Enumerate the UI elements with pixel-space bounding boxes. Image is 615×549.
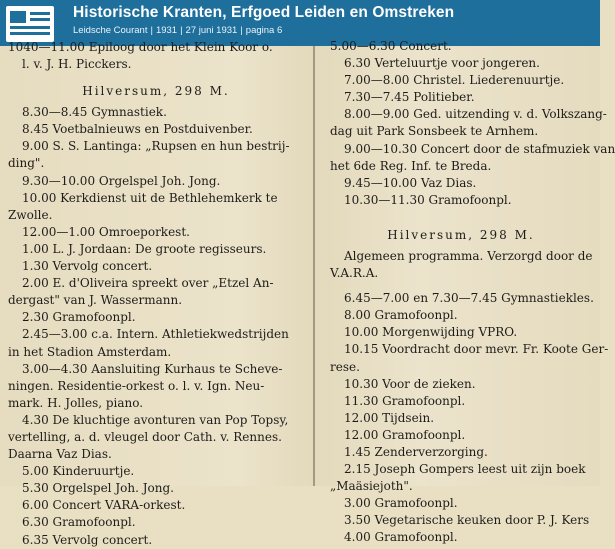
program-line: 10.15 Voordracht door mevr. Fr. Koote Ger- — [344, 342, 609, 357]
program-line: in het Stadion Amsterdam. — [8, 344, 172, 359]
program-line: 10.00 Morgenwijding VPRO. — [344, 325, 518, 340]
program-line: 4.30 De kluchtige avonturen van Pop Topsy, — [22, 412, 289, 427]
separator: | — [180, 25, 183, 36]
program-line: 6.00 Concert VARA-orkest. — [22, 498, 186, 513]
program-line: 1.00 L. J. Jordaan: De groote regisseurs. — [22, 241, 267, 256]
program-line: 7.30—7.45 Politieber. — [344, 90, 475, 105]
program-line: dag uit Park Sonsbeek te Arnhem. — [330, 124, 539, 139]
right-column — [330, 38, 615, 547]
program-line: 3.00—4.30 Aansluiting Kurhaus te Scheve- — [22, 361, 283, 376]
separator: | — [150, 25, 153, 36]
column-divider — [313, 46, 315, 486]
program-line: „Maäsiejoth". — [330, 479, 413, 494]
program-line: dergast" van J. Wassermann. — [8, 293, 183, 308]
program-line: 5.30 Orgelspel Joh. Jong. — [22, 481, 174, 496]
program-line: 1.45 Zenderverzorging. — [344, 444, 488, 459]
program-line: Algemeen programma. Verzorgd door de — [344, 248, 593, 263]
program-line: het 6de Reg. Inf. te Breda. — [330, 158, 492, 173]
newspaper-page-scan[interactable] — [0, 39, 615, 547]
issue-info — [73, 25, 282, 36]
program-line: 10.30—11.30 Gramofoonpl. — [344, 192, 512, 207]
program-line: 2.45—3.00 c.a. Intern. Athletiekwedstrijden — [22, 327, 289, 342]
program-line: 1040—11.00 Epiloog door het Klein Koor o. — [8, 40, 273, 54]
program-line: 12.00 Tijdsein. — [344, 410, 435, 425]
program-line: 1.30 Vervolg concert. — [22, 259, 153, 274]
program-line: 3.00 Gramofoonpl. — [344, 496, 458, 511]
program-line: ding". — [8, 156, 45, 171]
program-line: 8.30—8.45 Gymnastiek. — [22, 105, 167, 120]
program-line: 9.30—10.00 Orgelspel Joh. Jong. — [22, 173, 221, 188]
issue-year[interactable]: 1931 — [155, 25, 178, 36]
issue-date[interactable]: 27 juni 1931 — [185, 25, 238, 36]
left-column — [8, 39, 304, 549]
program-line: 11.30 Gramofoonpl. — [344, 393, 466, 408]
program-line: l. v. J. H. Picckers. — [22, 57, 132, 72]
page-number: pagina 6 — [245, 25, 283, 36]
station-heading: Hilversum, 298 M. — [82, 84, 230, 99]
program-line: 5.00 Kinderuurtje. — [22, 464, 135, 479]
program-line: Zwolle. — [8, 207, 53, 222]
program-line: 6.30 Gramofoonpl. — [22, 515, 136, 530]
program-line: 6.45—7.00 en 7.30—7.45 Gymnastiekles. — [344, 291, 594, 306]
program-line: rese. — [330, 359, 360, 374]
newspaper-name[interactable]: Leidsche Courant — [73, 25, 148, 36]
program-line: 6.35 Vervolg concert. — [22, 532, 153, 547]
program-line: 2.15 Joseph Gompers leest uit zijn boek — [344, 462, 586, 477]
site-title[interactable]: Historische Kranten, Erfgoed Leiden en Omstreken — [73, 4, 455, 21]
separator: | — [240, 25, 243, 36]
program-line: 5.00—6.30 Concert. — [330, 39, 452, 53]
program-line: 8.00 Gramofoonpl. — [344, 308, 458, 323]
station-heading: Hilversum, 298 M. — [387, 227, 535, 242]
program-line: Daarna Vaz Dias. — [8, 447, 112, 462]
program-line: 3.50 Vegetarische keuken door P. J. Kers — [344, 513, 590, 528]
program-line: 7.00—8.00 Christel. Liederenuurtje. — [344, 73, 565, 88]
program-line: 8.45 Voetbalnieuws en Postduivenber. — [22, 122, 253, 137]
program-line: 10.00 Kerkdienst uit de Bethlehemkerk te — [22, 190, 278, 205]
newspaper-logo-icon[interactable] — [6, 6, 54, 42]
program-line: 8.00—9.00 Ged. uitzending v. d. Volkszang- — [344, 107, 607, 122]
program-line: 9.00 S. S. Lantinga: „Rupsen en hun bestrij- — [22, 139, 290, 154]
program-line: 4.00 Gramofoonpl. — [344, 530, 458, 545]
program-line: V.A.R.A. — [330, 266, 379, 281]
program-line: 9.00—10.30 Concert door de stafmuziek van — [344, 141, 615, 156]
program-line: 10.30 Voor de zieken. — [344, 376, 476, 391]
program-line: vertelling, a. d. vleugel door Cath. v. Rennes. — [8, 429, 282, 444]
program-line: mark. H. Jolles, piano. — [8, 395, 144, 410]
program-line: 12.00—1.00 Omroeporkest. — [22, 224, 190, 239]
program-line: 9.45—10.00 Vaz Dias. — [344, 175, 477, 190]
program-line: 2.30 Gramofoonpl. — [22, 310, 136, 325]
program-line: 2.00 E. d'Oliveira spreekt over „Etzel An- — [22, 276, 274, 291]
program-line: 12.00 Gramofoonpl. — [344, 427, 466, 442]
program-line: 6.30 Verteluurtje voor jongeren. — [344, 56, 540, 71]
program-line: ningen. Residentie-orkest o. l. v. Ign. Neu- — [8, 378, 265, 393]
